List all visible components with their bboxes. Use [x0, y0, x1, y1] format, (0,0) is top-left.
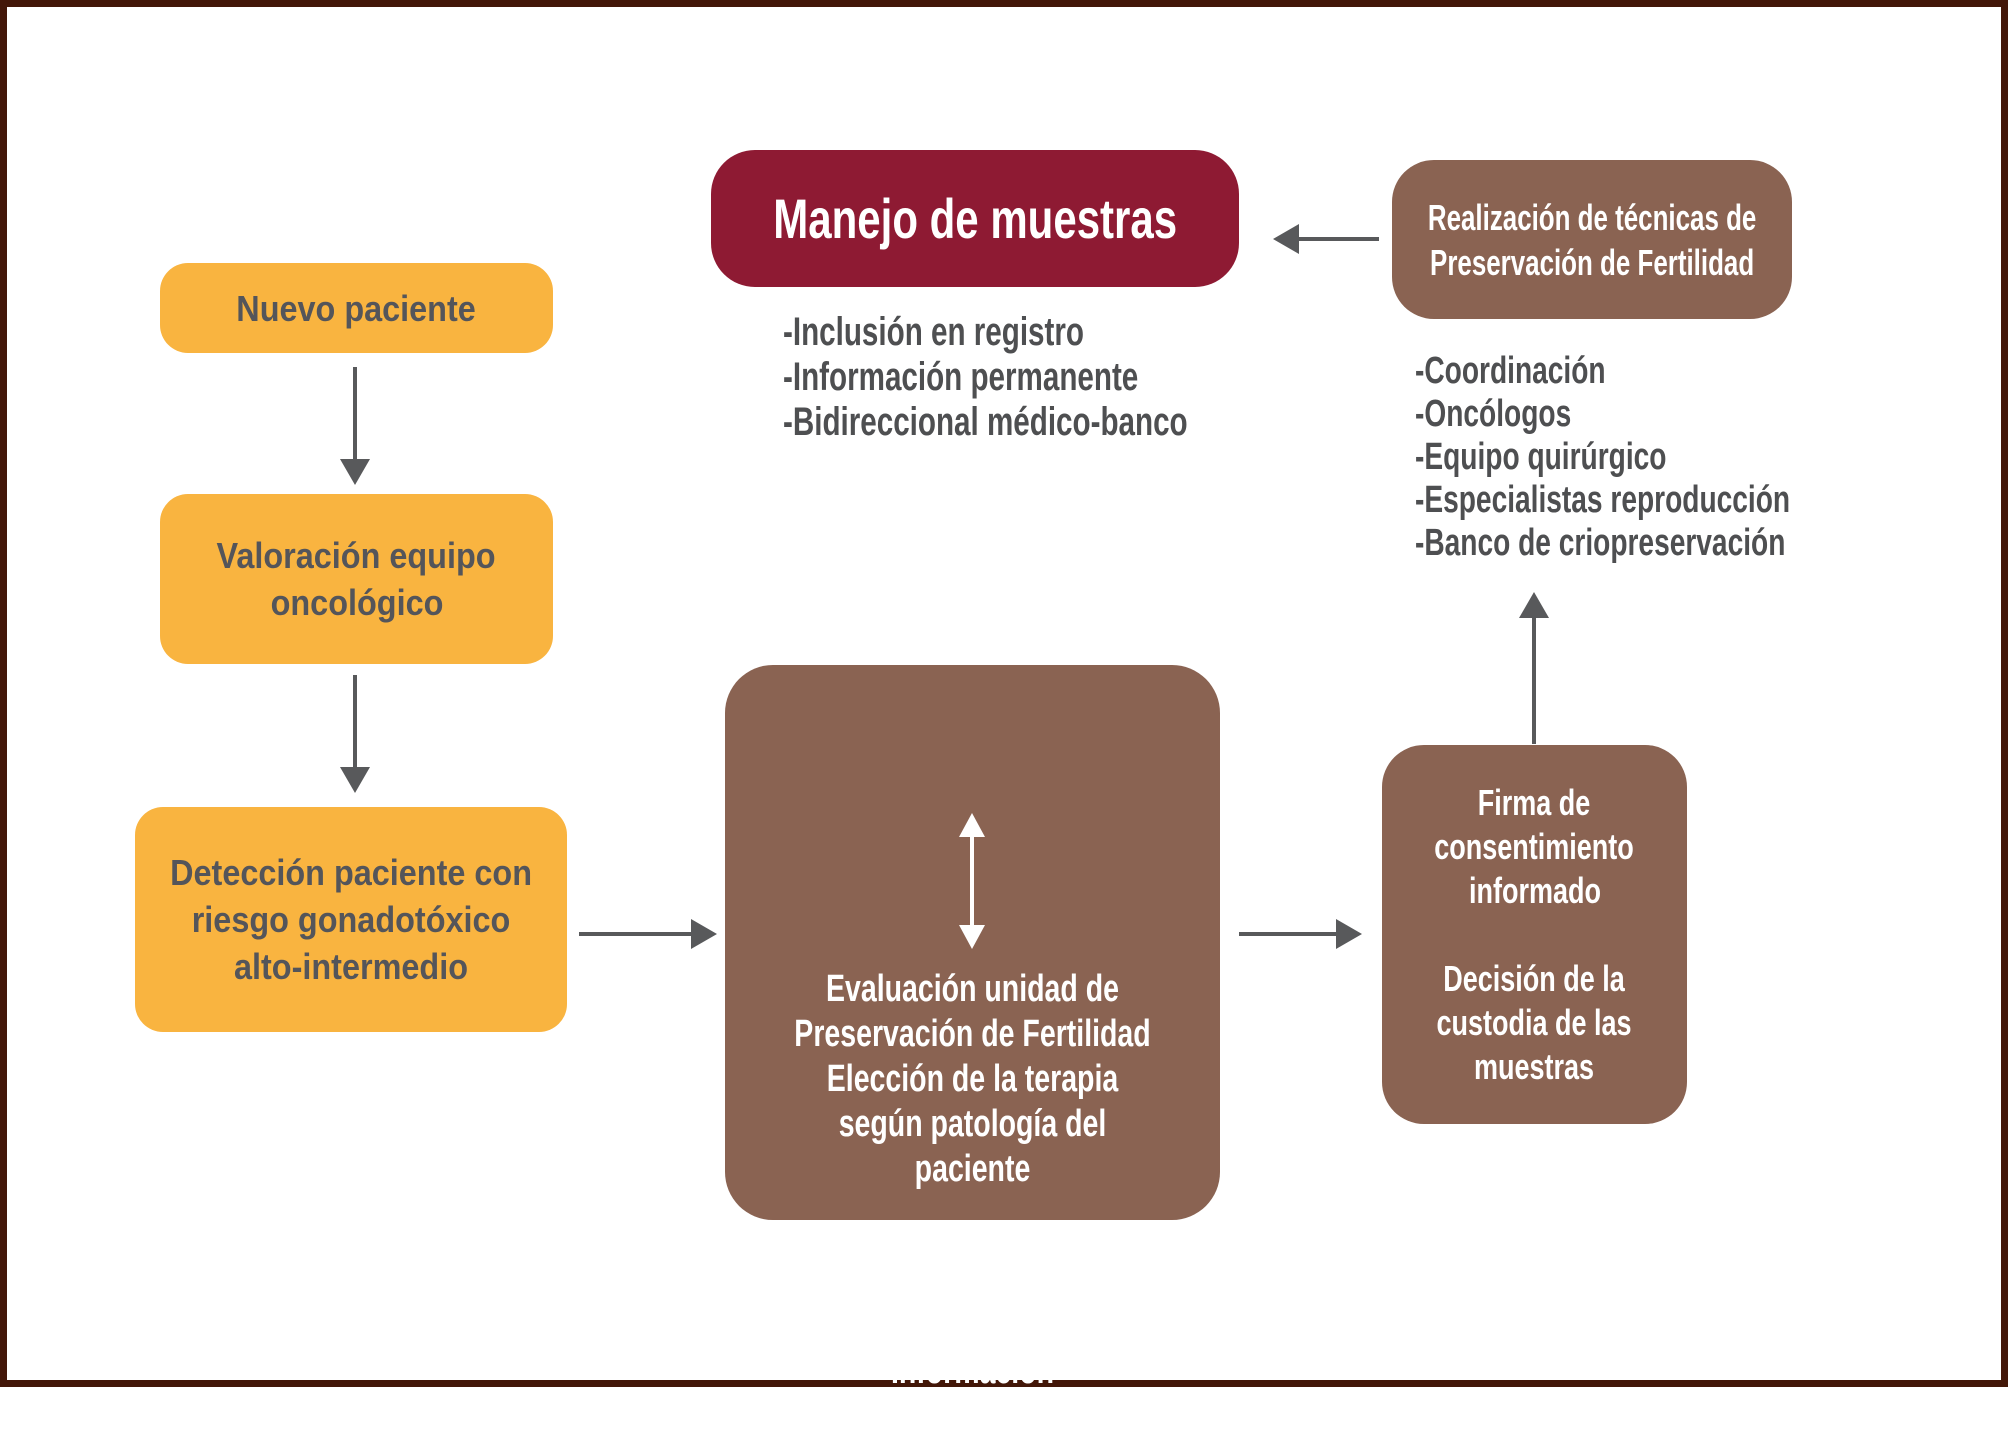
- arrow-nuevo-to-valoracion-head: [340, 459, 370, 485]
- evaluacion-line: paciente: [914, 1148, 1031, 1190]
- arrow-realizacion-to-manejo-shaft: [1299, 237, 1379, 241]
- arrow-valoracion-to-deteccion-head: [340, 767, 370, 793]
- realizacion-bullet: -Oncólogos: [1415, 393, 1572, 435]
- informacion-line: Información: [890, 1350, 1055, 1392]
- realizacion-bullet: -Especialistas reproducción: [1415, 479, 1791, 521]
- arrow-nuevo-to-valoracion-shaft: [353, 367, 357, 462]
- manejo-bullet: -Bidireccional médico-banco: [783, 400, 1188, 444]
- arrow-firma-to-realizacion-shaft: [1532, 617, 1536, 744]
- node-deteccion-line: Detección paciente con: [170, 852, 532, 893]
- realizacion-bullet: -Banco de criopreservación: [1415, 522, 1786, 564]
- arrow-valoracion-to-deteccion-shaft: [353, 675, 357, 770]
- firma-line: muestras: [1474, 1046, 1595, 1087]
- realizacion-bullet: -Equipo quirúrgico: [1415, 436, 1667, 478]
- arrow-firma-to-realizacion-head: [1519, 592, 1549, 618]
- informacion-text-group: [725, 1349, 1220, 1439]
- informacion-line: paciente + familia: [853, 1395, 1092, 1437]
- evaluacion-text-group: [725, 967, 1220, 1192]
- arrow-realizacion-to-manejo-head: [1273, 224, 1299, 254]
- node-deteccion-line: alto-intermedio: [233, 946, 468, 987]
- firma-line: Decisión de la: [1443, 958, 1626, 999]
- manejo-title: Manejo de muestras: [773, 187, 1177, 250]
- double-arrow-head-up: [959, 813, 985, 837]
- node-realizacion-tecnicas: [1392, 160, 1792, 319]
- arrow-deteccion-to-informacion-shaft: [579, 932, 694, 936]
- node-nuevo-paciente: [160, 263, 553, 353]
- evaluacion-line: según patología del: [838, 1103, 1107, 1145]
- firma-line: Firma de: [1478, 782, 1591, 823]
- node-firma-consentimiento: [1382, 745, 1687, 1124]
- node-manejo-de-muestras: [711, 150, 1239, 287]
- arrow-evaluacion-to-firma-head: [1336, 919, 1362, 949]
- arrow-evaluacion-to-firma-shaft: [1239, 932, 1339, 936]
- node-valoracion-equipo-oncologico: [160, 494, 553, 664]
- node-deteccion-line: riesgo gonadotóxico: [191, 899, 511, 940]
- node-valoracion-line: Valoración equipo: [216, 535, 497, 576]
- firma-line: informado: [1468, 870, 1601, 911]
- realizacion-line: Realización de técnicas de: [1427, 196, 1757, 238]
- realizacion-line: Preservación de Fertilidad: [1429, 241, 1755, 283]
- node-informacion-evaluacion: [725, 665, 1220, 1437]
- double-arrow-shaft: [970, 835, 974, 927]
- firma-line: custodia de las: [1436, 1002, 1633, 1043]
- evaluacion-line: Elección de la terapia: [826, 1058, 1119, 1100]
- realizacion-bullet: -Coordinación: [1415, 350, 1606, 392]
- manejo-bullet: -Inclusión en registro: [783, 310, 1084, 354]
- firma-line: consentimiento: [1434, 826, 1635, 867]
- double-arrow-head-down: [959, 925, 985, 949]
- evaluacion-line: Preservación de Fertilidad: [794, 1013, 1151, 1055]
- node-nuevo-paciente-label: Nuevo paciente: [236, 287, 477, 329]
- node-deteccion-riesgo: [135, 807, 567, 1032]
- manejo-bullet: -Información permanente: [783, 355, 1139, 399]
- realizacion-bullet-list: [1415, 350, 1922, 565]
- evaluacion-line: Evaluación unidad de: [826, 968, 1119, 1010]
- arrow-deteccion-to-informacion-head: [691, 919, 717, 949]
- manejo-bullet-list: [783, 310, 1330, 445]
- node-valoracion-line: oncológico: [270, 582, 443, 623]
